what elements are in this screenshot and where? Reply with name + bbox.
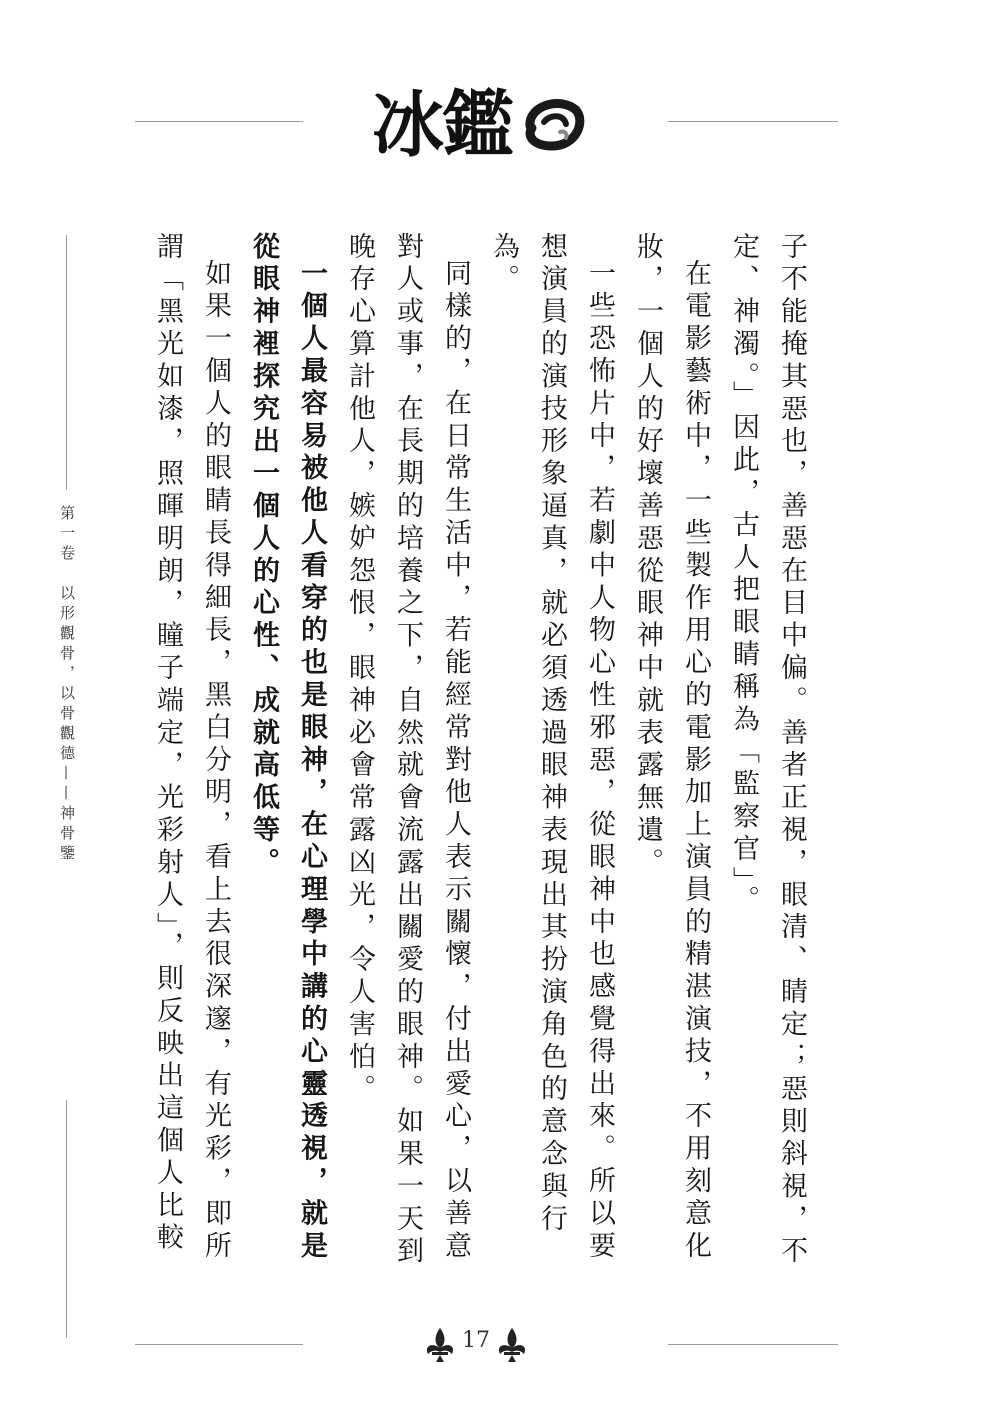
- side-rule-top: [66, 235, 67, 490]
- body-text: [145, 232, 815, 1272]
- paragraph: 一些恐怖片中，若劇中人物心性邪惡，從眼神中也感覺得出來。所以要想演員的演技形象逼真，就必須透過眼神表現出其扮演角色的意念與行為。: [488, 232, 615, 1264]
- paragraph: 子不能掩其惡也，善惡在目中偏。善者正視，眼清、睛定；惡則斜視，不定、神濁。」因此，古人把眼睛稱為「監察官」。: [728, 232, 807, 1269]
- fleur-ornament-icon: [420, 1324, 460, 1364]
- book-title: 冰鑑: [372, 82, 513, 167]
- brush-circle-icon: [520, 92, 586, 154]
- side-rule-bottom: [66, 1100, 67, 1338]
- footer-rule-right: [668, 1344, 838, 1345]
- paragraph: 如果一個人的眼睛長得細長，黑白分明，看上去很深邃，有光彩，即所謂「黑光如漆，照暉明朗，瞳子端定，光彩射人」，則反映出這個人比較: [152, 232, 231, 1264]
- fleur-ornament-icon: [492, 1324, 532, 1364]
- header-rule-right: [668, 121, 838, 122]
- page-number: 17: [462, 1328, 490, 1353]
- emphasis-paragraph: 一個人最容易被他人看穿的也是眼神，在心理學中講的心靈透視，就是從眼神裡探究出一個人的心性、成就高低等。: [248, 232, 327, 1264]
- footer-rule-left: [135, 1344, 303, 1345]
- running-head: 第一卷 以形觀骨，以骨觀德——神骨鑒: [58, 505, 76, 865]
- paragraph: 同樣的，在日常生活中，若能經常對他人表示關懷，付出愛心，以善意對人或事，在長期的培養之下，自然就會流露出關愛的眼神。如果一天到晚存心算計他人，嫉妒怨恨，眼神必會常露凶光，令人害怕。: [344, 232, 471, 1269]
- paragraph: 在電影藝術中，一些製作用心的電影加上演員的精湛演技，不用刻意化妝，一個人的好壞善惡從眼神中就表露無遺。: [632, 232, 711, 1264]
- header-rule-left: [135, 121, 303, 122]
